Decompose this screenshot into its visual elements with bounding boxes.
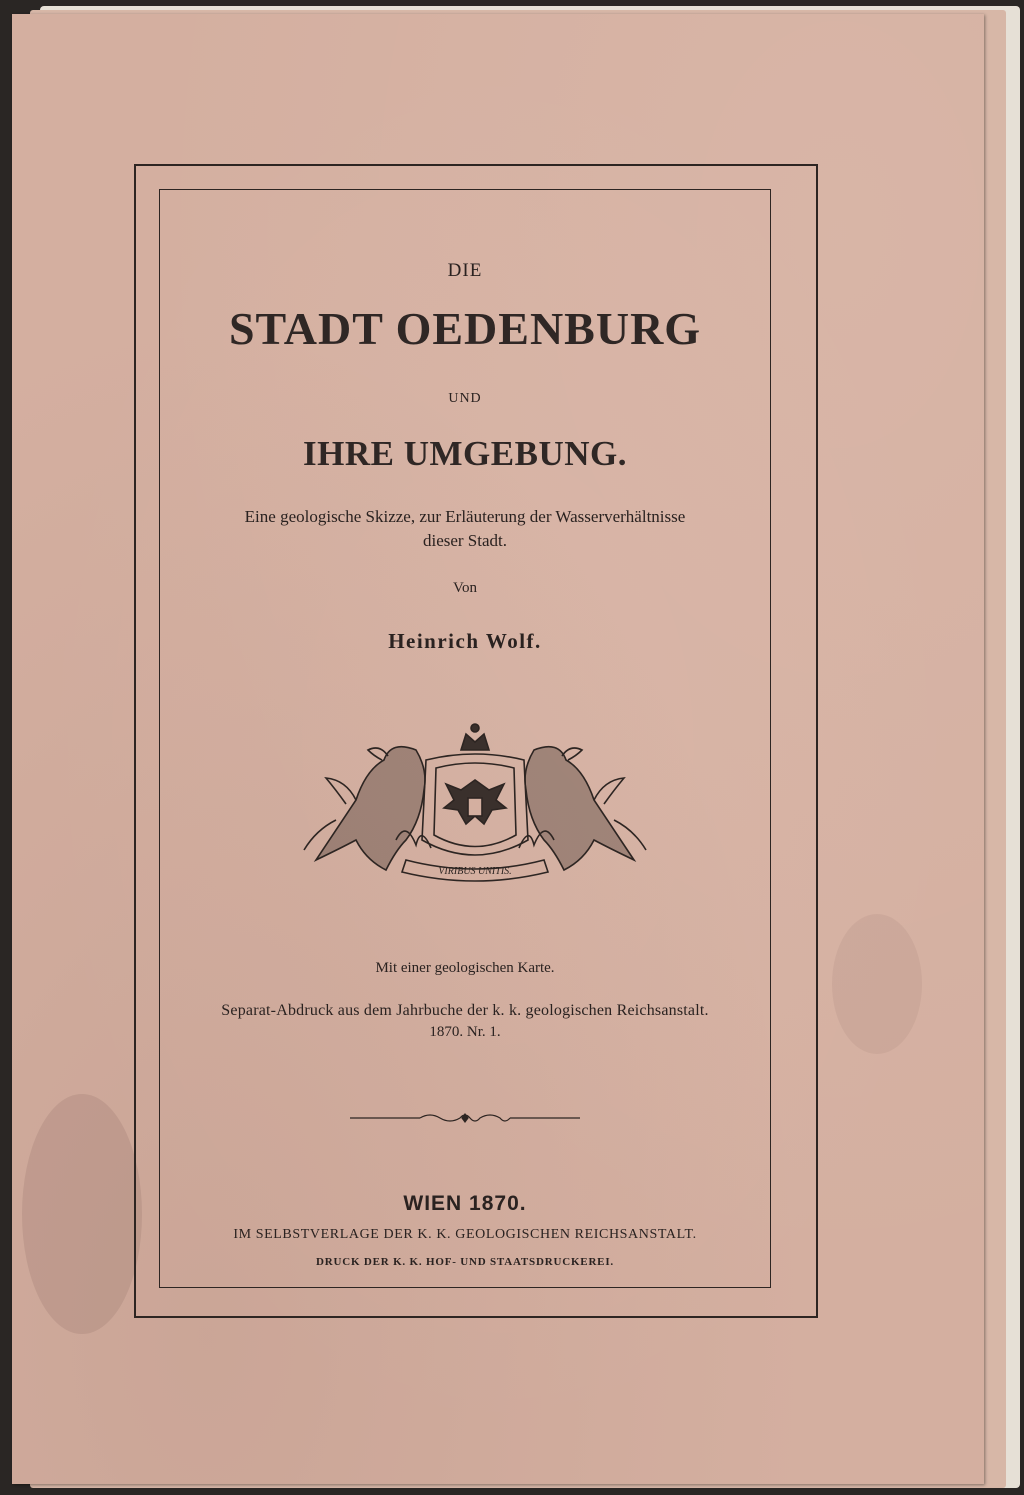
place-and-year: WIEN 1870. xyxy=(403,1192,527,1215)
publisher-line: IM SELBSTVERLAGE DER K. K. GEOLOGISCHEN REICHSANSTALT. xyxy=(233,1227,697,1242)
printer-line: DRUCK DER K. K. HOF- UND STAATSDRUCKEREI. xyxy=(316,1256,614,1268)
outer-border-frame xyxy=(134,164,818,1318)
coat-of-arms-icon xyxy=(296,720,654,890)
title-prefix: DIE xyxy=(447,260,483,281)
reprint-issue: 1870. Nr. 1. xyxy=(429,1024,501,1040)
main-title: STADT OEDENBURG xyxy=(228,303,702,354)
reprint-note: Separat-Abdruck aus dem Jahrbuche der k. k. geologischen Reichsanstalt. xyxy=(221,1002,709,1019)
crest-motto: VIRIBUS UNITIS. xyxy=(438,866,512,877)
author-name: Heinrich Wolf. xyxy=(388,629,542,653)
title-connector: UND xyxy=(448,391,482,406)
paper-stain xyxy=(22,1094,142,1334)
paper-stain xyxy=(832,914,922,1054)
ornamental-divider-icon xyxy=(350,1110,580,1126)
inner-border-frame xyxy=(159,189,771,1288)
subtitle-line-1: Eine geologische Skizze, zur Erläuterung der Wasserverhältnisse xyxy=(244,507,686,526)
secondary-title: IHRE UMGEBUNG. xyxy=(303,434,627,473)
by-label: Von xyxy=(453,580,477,596)
map-note: Mit einer geologischen Karte. xyxy=(375,960,555,976)
subtitle-line-2: dieser Stadt. xyxy=(422,531,508,550)
book-cover xyxy=(12,14,984,1484)
title-page-content xyxy=(160,190,770,1287)
